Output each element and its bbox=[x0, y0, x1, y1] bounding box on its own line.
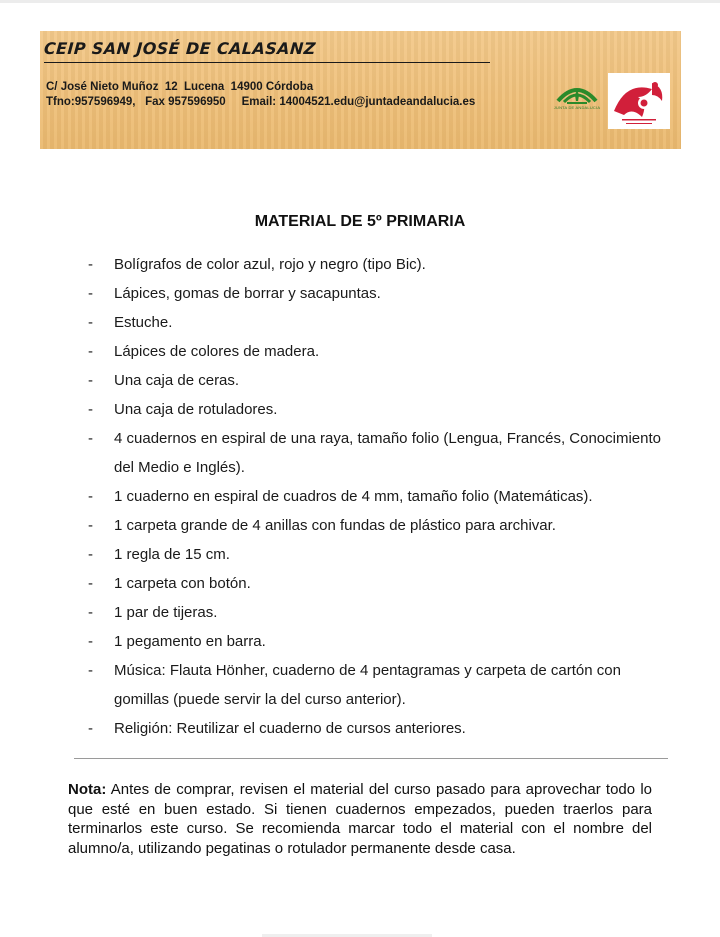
list-item: - Música: Flauta Hönher, cuaderno de 4 pentagramas y carpeta de cartón con gomillas (puede servir la del curso anterior). bbox=[88, 656, 668, 714]
document-title: MATERIAL DE 5º PRIMARIA bbox=[254, 213, 466, 230]
note-label: Nota: bbox=[68, 781, 107, 798]
school-emblem-icon bbox=[608, 73, 670, 129]
list-item: - 1 carpeta con botón. bbox=[88, 569, 668, 598]
list-item: - 1 regla de 15 cm. bbox=[88, 540, 668, 569]
junta-logo-caption: JUNTA DE ANDALUCIA bbox=[553, 105, 601, 110]
school-name: CEIP SAN JOSÉ DE CALASANZ bbox=[43, 39, 317, 58]
school-contact: Tfno:957596949, Fax 957596950 Email: 14004521.edu@juntadeandalucia.es bbox=[46, 96, 476, 108]
list-item: - Una caja de ceras. bbox=[88, 366, 668, 395]
school-name-underline bbox=[44, 62, 490, 63]
list-item: - Estuche. bbox=[88, 308, 668, 337]
list-item: - 1 cuaderno en espiral de cuadros de 4 mm, tamaño folio (Matemáticas). bbox=[88, 482, 668, 511]
material-list bbox=[88, 250, 668, 743]
top-edge bbox=[0, 0, 720, 3]
list-item: - Religión: Reutilizar el cuaderno de cursos anteriores. bbox=[88, 714, 668, 743]
list-item: - Bolígrafos de color azul, rojo y negro (tipo Bic). bbox=[88, 250, 668, 279]
section-divider bbox=[74, 758, 668, 759]
list-item: - Una caja de rotuladores. bbox=[88, 395, 668, 424]
letterhead bbox=[40, 31, 681, 149]
list-item: - Lápices, gomas de borrar y sacapuntas. bbox=[88, 279, 668, 308]
list-item: - 1 par de tijeras. bbox=[88, 598, 668, 627]
note-paragraph bbox=[68, 780, 652, 858]
list-item: - 4 cuadernos en espiral de una raya, tamaño folio (Lengua, Francés, Conocimiento del Medio e Inglés). bbox=[88, 424, 668, 482]
list-item: - 1 pegamento en barra. bbox=[88, 627, 668, 656]
list-item: - Lápices de colores de madera. bbox=[88, 337, 668, 366]
list-item: - 1 carpeta grande de 4 anillas con fundas de plástico para archivar. bbox=[88, 511, 668, 540]
school-address: C/ José Nieto Muñoz 12 Lucena 14900 Córdoba bbox=[46, 81, 314, 93]
note-text: Antes de comprar, revisen el material del curso pasado para aprovechar todo lo que esté en buen estado. Si tienen cuadernos empezados, pueden traerlos para terminarlos este curso. Se recomienda marcar todo el material con el nombre del alumno/a, utilizando pegatinas o rotulador permanente desde casa. bbox=[68, 781, 652, 857]
